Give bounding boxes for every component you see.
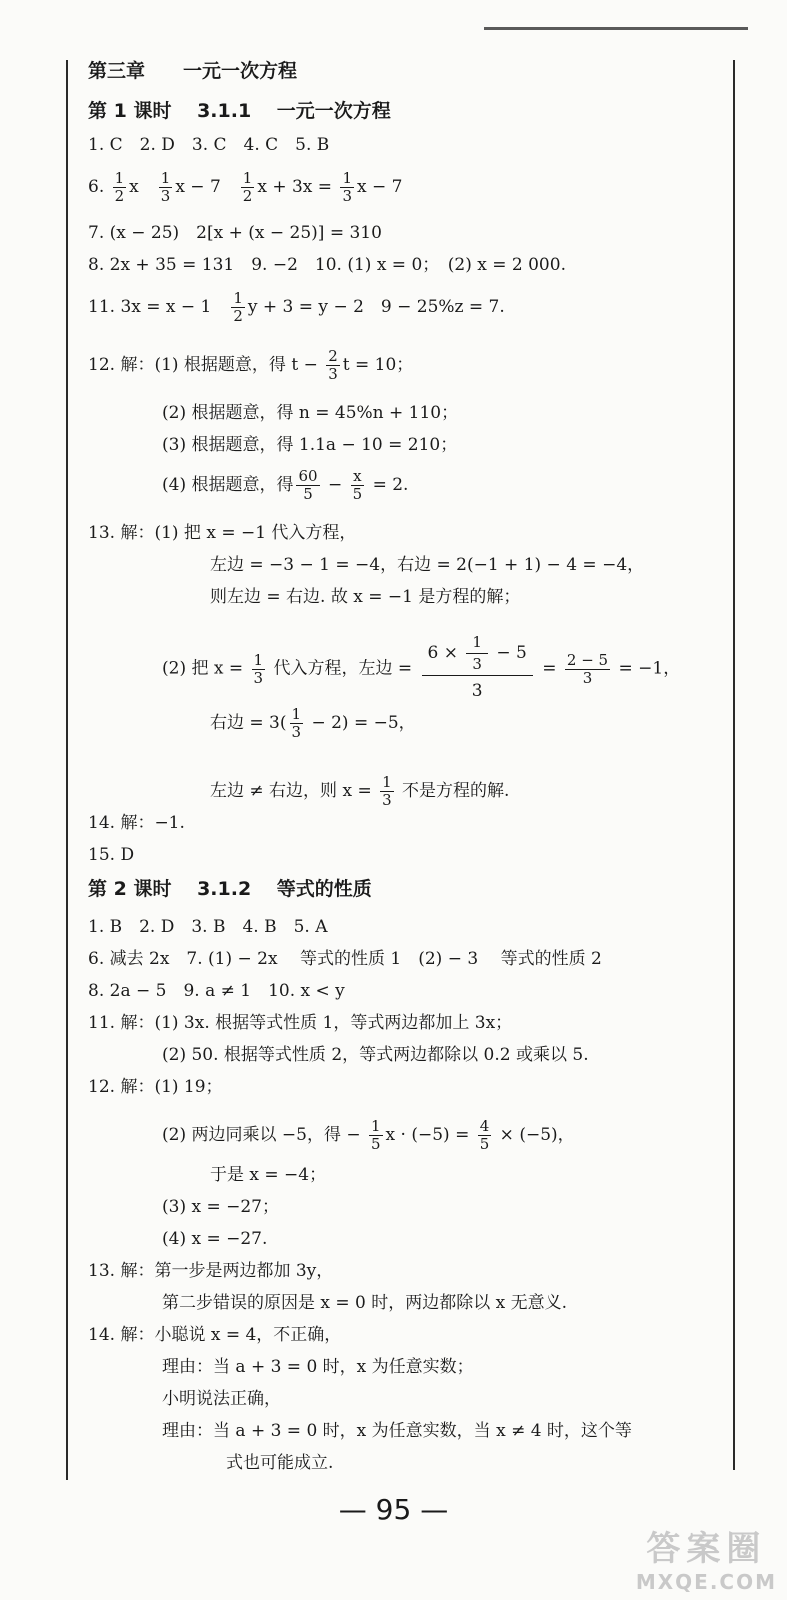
l2-answers-1-5: 1. B 2. D 3. B 4. B 5. A <box>88 917 328 937</box>
chapter-title: 第三章 一元一次方程 <box>88 60 298 82</box>
l1-q12-part3: (3) 根据题意，得 1.1a − 10 = 210； <box>162 435 458 455</box>
l1-q13-line1: 13. 解：(1) 把 x = −1 代入方程， <box>88 523 357 543</box>
l1-q14: 14. 解：−1. <box>88 813 185 833</box>
l1-answer-7: 7. (x − 25) 2[x + (x − 25)] = 310 <box>88 223 382 243</box>
l2-q13-line2: 第二步错误的原因是 x = 0 时，两边都除以 x 无意义. <box>162 1293 568 1313</box>
l1-answer-6: 6. $\frac{1}{2}$ x $\frac{1}{3}$ x − 7 $\frac{1}{2}$ x + 3x = $\frac{1}{3}$ x − 7 <box>88 169 403 205</box>
left-margin-line <box>66 60 68 1480</box>
l1-q15: 15. D <box>88 845 135 865</box>
page-number: — 95 — <box>338 1493 449 1526</box>
l2-q11-line1: 11. 解：(1) 3x. 根据等式性质 1，等式两边都加上 3x； <box>88 1013 513 1033</box>
l2-q14-line2: 理由：当 a + 3 = 0 时，x 为任意实数； <box>162 1357 474 1377</box>
l2-q14-line5: 式也可能成立. <box>226 1453 334 1473</box>
l2-q14-line3: 小明说法正确， <box>162 1389 281 1409</box>
l2-answers-6-7: 6. 减去 2x 7. (1) − 2x 等式的性质 1 (2) − 3 等式的性质 2 <box>88 949 602 969</box>
l1-q12-part4: (4) 根据题意，得 $\frac{60}{5}$ − $\frac{x}{5}$ = 2. <box>162 467 409 503</box>
l2-q13-line1: 13. 解：第一步是两边都加 3y， <box>88 1261 334 1281</box>
l2-q14-line4: 理由：当 a + 3 = 0 时，x 为任意实数，当 x ≠ 4 时，这个等 <box>162 1421 632 1441</box>
lesson2-title: 第 2 课时 3.1.2 等式的性质 <box>88 878 372 900</box>
l1-q13-line2: 左边 = −3 − 1 = −4，右边 = 2(−1 + 1) − 4 = −4， <box>210 555 645 575</box>
l2-answers-8-10: 8. 2a − 5 9. a ≠ 1 10. x < y <box>88 981 345 1001</box>
l2-q12-line5: (4) x = −27. <box>162 1229 268 1249</box>
watermark-top-text: 答案圈 <box>646 1529 767 1569</box>
lesson1-title: 第 1 课时 3.1.1 一元一次方程 <box>88 100 391 122</box>
watermark-logo <box>636 1521 777 1594</box>
l2-q12-line1: 12. 解：(1) 19； <box>88 1077 223 1097</box>
right-margin-line <box>733 60 735 1470</box>
l2-q12-line4: (3) x = −27； <box>162 1197 279 1217</box>
l1-q12-part2: (2) 根据题意，得 n = 45%n + 110； <box>162 403 459 423</box>
l1-q13-right-side: 右边 = 3( $\frac{1}{3}$ − 2) = −5， <box>210 705 416 741</box>
l2-q11-line2: (2) 50. 根据等式性质 2，等式两边都除以 0.2 或乘以 5. <box>162 1045 589 1065</box>
l1-q13-line3: 则左边 = 右边. 故 x = −1 是方程的解； <box>210 587 521 607</box>
l1-answer-11: 11. 3x = x − 1 $\frac{1}{2}$ y + 3 = y − 2 9 − 25%z = 7. <box>88 289 505 325</box>
l1-q13-part2: (2) 把 x = $\frac{1}{3}$ 代入方程，左边 = 6 × $\frac{1}{3}$ − 5 3 = $\frac{2 - 5}{3}$ = −1， <box>162 633 681 701</box>
l1-answers-8-10: 8. 2x + 35 = 131 9. −2 10. (1) x = 0； (2) x = 2 000. <box>88 255 566 275</box>
l1-q12-part1: 12. 解：(1) 根据题意，得 t − $\frac{2}{3}$ t = 10； <box>88 347 414 383</box>
l2-q12-line3: 于是 x = −4； <box>210 1165 327 1185</box>
watermark-bottom-text: MXQE.COM <box>635 1570 777 1594</box>
l2-q12-line2: (2) 两边同乘以 −5，得 − $\frac{1}{5}$ x · (−5) = $\frac{4}{5}$ × (−5)， <box>162 1117 575 1153</box>
l1-answers-1-5: 1. C 2. D 3. C 4. C 5. B <box>88 135 330 155</box>
top-rule <box>484 27 748 30</box>
l1-q13-conclusion: 左边 ≠ 右边，则 x = $\frac{1}{3}$ 不是方程的解. <box>210 773 510 809</box>
l2-q14-line1: 14. 解：小聪说 x = 4，不正确， <box>88 1325 342 1345</box>
